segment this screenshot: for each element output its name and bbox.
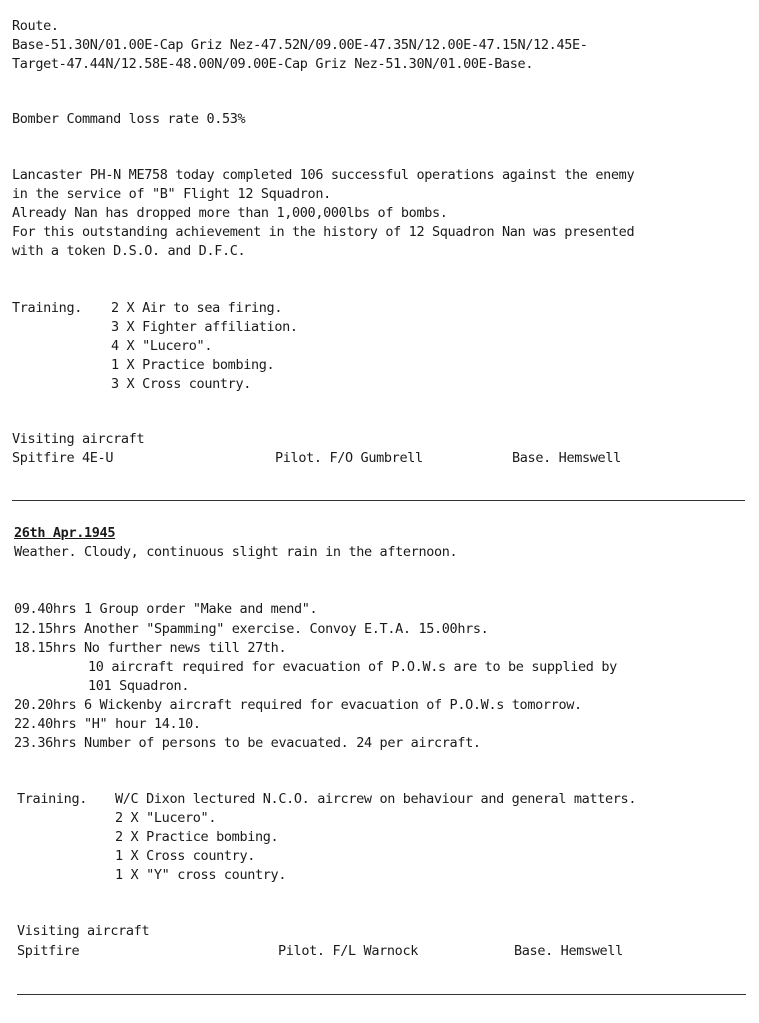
lancaster-line-2: in the service of "B" Flight 12 Squadron. [12,186,331,202]
visiting-aircraft: Spitfire [17,943,80,959]
training-item: 1 X Practice bombing. [111,357,275,373]
loss-rate: Bomber Command loss rate 0.53% [12,111,246,127]
visiting-heading: Visiting aircraft [12,431,145,447]
training-item: 1 X "Y" cross country. [115,867,287,883]
visiting-base: Base. Hemswell [514,943,623,959]
visiting-aircraft: Spitfire 4E-U [12,450,114,466]
route-line-2: Target-47.44N/12.58E-48.00N/09.00E-Cap Griz Nez-51.30N/01.00E-Base. [12,56,534,72]
training-item: 3 X Cross country. [111,376,251,392]
training-item: 2 X "Lucero". [115,810,217,826]
training-item: 4 X "Lucero". [111,338,213,354]
log-line: 09.40hrs 1 Group order "Make and mend". [14,601,318,617]
visiting-pilot: Pilot. F/L Warnock [278,943,418,959]
visiting-heading: Visiting aircraft [17,923,150,939]
log-line: 22.40hrs "H" hour 14.10. [14,716,201,732]
section-divider [17,994,746,995]
lancaster-line-4: For this outstanding achievement in the history of 12 Squadron Nan was presented [12,224,635,240]
log-line: 18.15hrs No further news till 27th. [14,640,287,656]
training-item: W/C Dixon lectured N.C.O. aircrew on behaviour and general matters. [115,791,637,807]
training-item: 3 X Fighter affiliation. [111,319,298,335]
training-item: 1 X Cross country. [115,848,255,864]
log-line: 12.15hrs Another "Spamming" exercise. Convoy E.T.A. 15.00hrs. [14,621,489,637]
lancaster-line-3: Already Nan has dropped more than 1,000,000lbs of bombs. [12,205,448,221]
visiting-base: Base. Hemswell [512,450,621,466]
training-label: Training. [17,791,87,807]
visiting-pilot: Pilot. F/O Gumbrell [275,450,423,466]
weather-line: Weather. Cloudy, continuous slight rain in the afternoon. [14,544,458,560]
log-line: 10 aircraft required for evacuation of P.O.W.s are to be supplied by [88,659,617,675]
entry-date: 26th Apr.1945 [14,525,116,541]
training-item: 2 X Air to sea firing. [111,300,283,316]
training-item: 2 X Practice bombing. [115,829,279,845]
log-line: 101 Squadron. [88,678,190,694]
route-heading: Route. [12,18,59,34]
log-line: 20.20hrs 6 Wickenby aircraft required for evacuation of P.O.W.s tomorrow. [14,697,582,713]
log-line: 23.36hrs Number of persons to be evacuated. 24 per aircraft. [14,735,481,751]
route-line-1: Base-51.30N/01.00E-Cap Griz Nez-47.52N/09.00E-47.35N/12.00E-47.15N/12.45E- [12,37,588,53]
training-label: Training. [12,300,82,316]
lancaster-line-5: with a token D.S.O. and D.F.C. [12,243,246,259]
section-divider [12,500,745,501]
lancaster-line-1: Lancaster PH-N ME758 today completed 106 successful operations against the enemy [12,167,635,183]
